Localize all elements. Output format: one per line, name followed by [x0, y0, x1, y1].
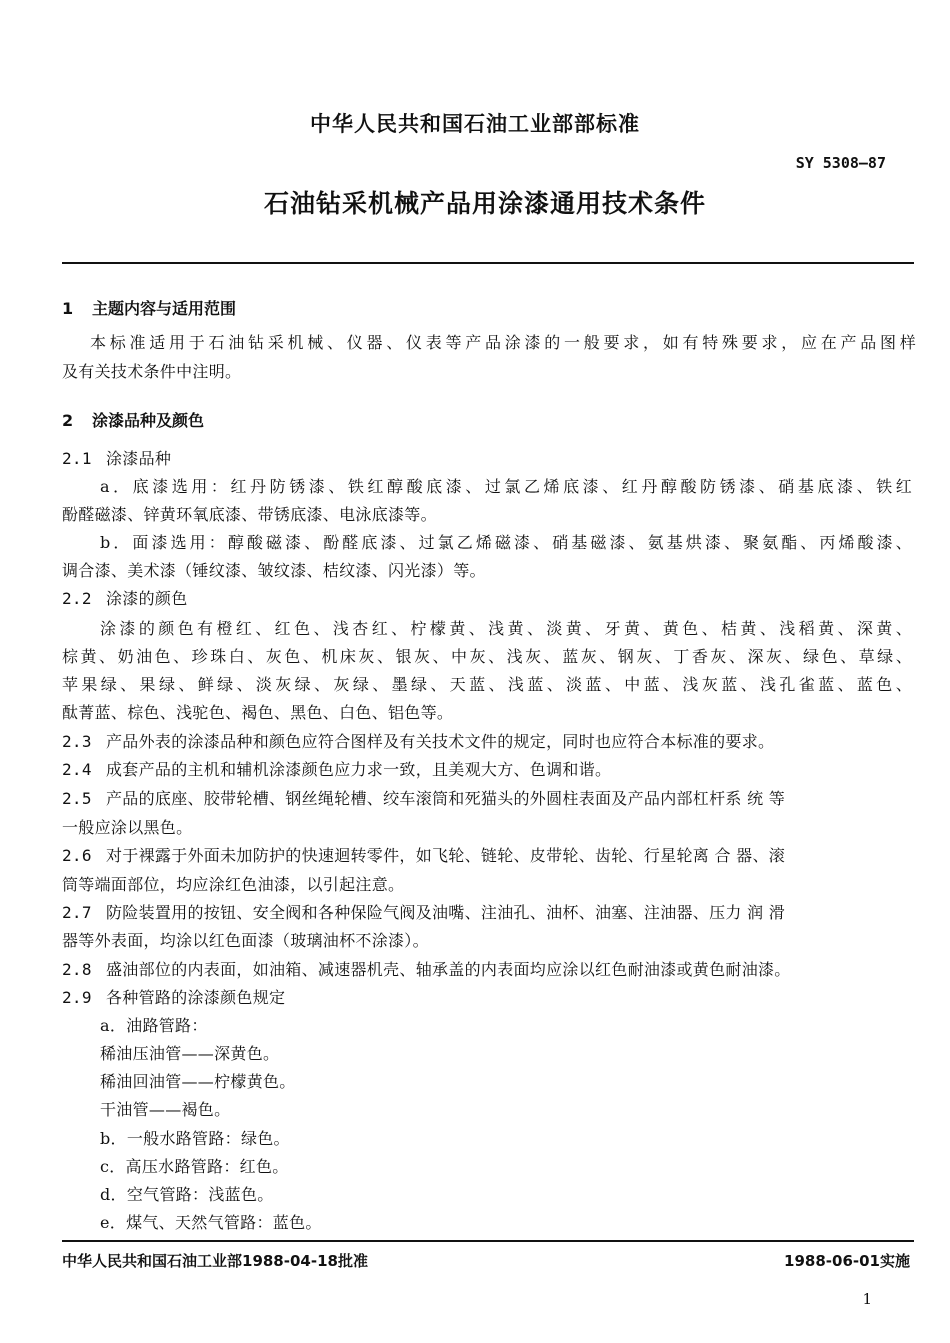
section-number: 2	[62, 411, 74, 430]
color-list-line: 棕黄、奶油色、珍珠白、灰色、机床灰、银灰、中灰、浅灰、蓝灰、钢灰、丁香灰、深灰、绿色、草绿、	[62, 647, 912, 666]
approval-line: 中华人民共和国石油工业部1988-04-18批准	[62, 1252, 368, 1270]
clause-title: 涂漆的颜色	[106, 589, 188, 608]
clause-text: 产品的底座、胶带轮槽、钢丝绳轮槽、绞车滚筒和死猫头的外圆柱表面及产品内部杠杆系 统 等	[106, 789, 786, 808]
topcoat-list-line: 调合漆、美术漆（锤纹漆、皱纹漆、桔纹漆、闪光漆）等。	[62, 561, 486, 580]
section-number: 1	[62, 299, 74, 318]
clause-text: 对于裸露于外面未加防护的快速迴转零件，如飞轮、链轮、皮带轮、齿轮、行星轮离 合 器、滚	[106, 846, 786, 865]
effective-date: 1988-06-01实施	[784, 1252, 910, 1270]
section-1-paragraph-line: 本标准适用于石油钻采机械、仪器、仪表等产品涂漆的一般要求，如有特殊要求，应在产品图样	[90, 333, 916, 352]
pipe-color-item: b．一般水路管路：绿色。	[100, 1129, 290, 1148]
pipe-color-item: d．空气管路：浅蓝色。	[100, 1185, 274, 1204]
clause-number: 2.4	[62, 760, 92, 779]
clause-2-3	[62, 729, 774, 752]
clause-2-4	[62, 757, 611, 780]
primer-list-line: 酚醛磁漆、锌黄环氧底漆、带锈底漆、电泳底漆等。	[62, 505, 437, 524]
clause-text: 产品外表的涂漆品种和颜色应符合图样及有关技术文件的规定，同时也应符合本标准的要求。	[106, 732, 775, 751]
page-number: 1	[862, 1290, 872, 1308]
clause-2-2	[62, 586, 188, 609]
clause-2-5-continued: 一般应涂以黑色。	[62, 818, 193, 837]
issuing-authority: 中华人民共和国石油工业部部标准	[310, 112, 640, 136]
clause-number: 2.9	[62, 988, 92, 1007]
color-list-line: 酞菁蓝、棕色、浅驼色、褐色、黑色、白色、铝色等。	[62, 703, 454, 722]
section-title: 主题内容与适用范围	[92, 299, 237, 318]
color-list-line: 苹果绿、果绿、鲜绿、淡灰绿、灰绿、墨绿、天蓝、浅蓝、淡蓝、中蓝、浅灰蓝、浅孔雀蓝、蓝色、	[62, 675, 912, 694]
clause-number: 2.8	[62, 960, 92, 979]
clause-text: 各种管路的涂漆颜色规定	[106, 988, 286, 1007]
clause-number: 2.5	[62, 789, 92, 808]
clause-2-7-continued: 器等外表面，均涂以红色面漆（玻璃油杯不涂漆）。	[62, 931, 429, 950]
clause-number: 2.3	[62, 732, 92, 751]
clause-number: 2.1	[62, 449, 92, 468]
pipe-color-item: a．油路管路：	[100, 1016, 208, 1035]
clause-text: 盛油部位的内表面，如油箱、减速器机壳、轴承盖的内表面均应涂以红色耐油漆或黄色耐油漆。	[106, 960, 791, 979]
document-title: 石油钻采机械产品用涂漆通用技术条件	[263, 189, 706, 218]
primer-list-line: a．底漆选用：红丹防锈漆、铁红醇酸底漆、过氯乙烯底漆、红丹醇酸防锈漆、硝基底漆、铁红	[100, 477, 912, 496]
pipe-color-item: c．高压水路管路：红色。	[100, 1157, 289, 1176]
pipe-color-item: 稀油回油管——柠檬黄色。	[100, 1072, 296, 1091]
pipe-color-item: e．煤气、天然气管路：蓝色。	[100, 1213, 322, 1232]
clause-text: 防险装置用的按钮、安全阀和各种保险气阀及油嘴、注油孔、油杯、油塞、注油器、压力 润 滑	[106, 903, 786, 922]
clause-2-7	[62, 900, 914, 923]
clause-2-6	[62, 843, 914, 866]
clause-number: 2.6	[62, 846, 92, 865]
clause-number: 2.7	[62, 903, 92, 922]
color-list-line: 涂漆的颜色有橙红、红色、浅杏红、柠檬黄、浅黄、淡黄、牙黄、黄色、桔黄、浅稻黄、深黄、	[100, 619, 912, 638]
section-2-heading	[62, 408, 204, 431]
clause-2-8	[62, 957, 791, 980]
clause-text: 成套产品的主机和辅机涂漆颜色应力求一致，且美观大方、色调和谐。	[106, 760, 612, 779]
clause-number: 2.2	[62, 589, 92, 608]
clause-2-6-continued: 筒等端面部位，均应涂红色油漆，以引起注意。	[62, 875, 405, 894]
standard-number: SY 5308—87	[795, 154, 886, 172]
header-divider	[62, 262, 914, 264]
section-title: 涂漆品种及颜色	[92, 411, 205, 430]
section-1-heading	[62, 296, 236, 319]
topcoat-list-line: b．面漆选用：醇酸磁漆、酚醛底漆、过氯乙烯磁漆、硝基磁漆、氨基烘漆、聚氨酯、丙烯酸漆、	[100, 533, 912, 552]
footer-divider	[62, 1240, 914, 1242]
pipe-color-item: 稀油压油管——深黄色。	[100, 1044, 280, 1063]
section-1-paragraph-line: 及有关技术条件中注明。	[62, 362, 242, 381]
pipe-color-item: 干油管——褐色。	[100, 1100, 231, 1119]
clause-2-1	[62, 446, 171, 469]
clause-title: 涂漆品种	[106, 449, 172, 468]
clause-2-5	[62, 786, 914, 809]
clause-2-9	[62, 985, 285, 1008]
